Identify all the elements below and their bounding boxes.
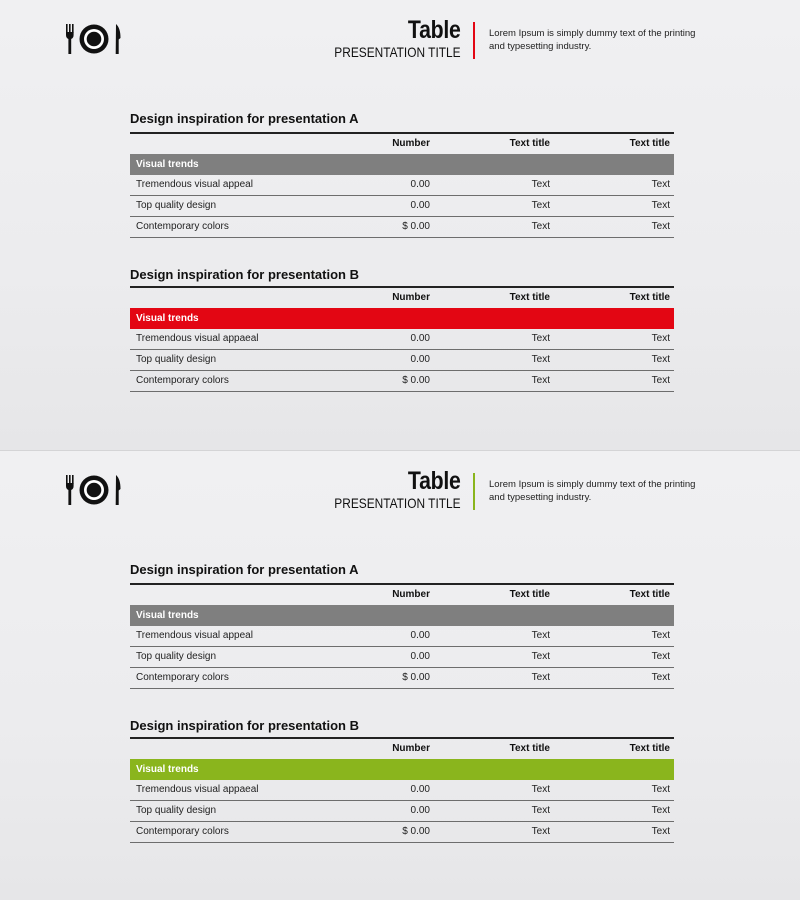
cell-text: Text [651,333,670,344]
slide-description: Lorem Ipsum is simply dummy text of the printing and typesetting industry. [489,28,696,52]
cell-text: Text [531,784,550,795]
cell-text: Text [531,651,550,662]
cell-number: 0.00 [410,354,430,365]
table-b [130,266,674,392]
cell-number: $ 0.00 [402,221,430,232]
row-label: Tremendous visual appeal [136,630,253,641]
column-header: Text title [629,589,670,600]
cell-text: Text [531,221,550,232]
slide-description: Lorem Ipsum is simply dummy text of the printing and typesetting industry. [489,479,696,503]
cell-text: Text [651,630,670,641]
cell-text: Text [531,672,550,683]
cell-text: Text [531,354,550,365]
cell-number: 0.00 [410,179,430,190]
category-band [130,759,674,780]
cell-text: Text [531,630,550,641]
column-header: Text title [509,292,550,303]
table-heading: Design inspiration for presentation A [130,562,359,577]
table-row [130,350,674,371]
cell-number: 0.00 [410,651,430,662]
slide-subtitle: PRESENTATION TITLE [334,495,461,511]
cell-text: Text [651,784,670,795]
accent-divider [473,473,475,510]
band-label: Visual trends [136,610,199,621]
table-row [130,217,674,238]
column-header: Number [392,292,430,303]
cell-text: Text [531,375,550,386]
column-header: Number [392,138,430,149]
row-label: Top quality design [136,805,217,816]
slide-2 [0,450,800,900]
cell-text: Text [651,375,670,386]
column-header: Text title [629,138,670,149]
cell-text: Text [651,221,670,232]
cell-text: Text [531,805,550,816]
cell-text: Text [651,200,670,211]
row-label: Contemporary colors [136,221,229,232]
restaurant-plate-icon [63,20,125,58]
slide-title: Table [408,467,461,495]
column-header-row [130,737,674,759]
cell-number: 0.00 [410,333,430,344]
column-header: Text title [629,743,670,754]
column-header-row [130,132,674,154]
table-row [130,780,674,801]
table-row [130,329,674,350]
column-header-row [130,583,674,605]
band-label: Visual trends [136,159,199,170]
table-b [130,717,674,843]
row-label: Top quality design [136,200,217,211]
accent-divider [473,22,475,59]
category-band [130,154,674,175]
title-block [312,16,461,60]
column-header-row [130,286,674,308]
row-label: Contemporary colors [136,826,229,837]
row-label: Top quality design [136,651,217,662]
table-heading: Design inspiration for presentation B [130,718,359,733]
row-label: Tremendous visual appaeal [136,333,259,344]
cell-text: Text [651,651,670,662]
table-a [130,561,674,689]
column-header: Number [392,589,430,600]
table-row [130,626,674,647]
table-row [130,668,674,689]
cell-text: Text [531,179,550,190]
restaurant-plate-icon [63,471,125,509]
table-a [130,110,674,238]
cell-number: $ 0.00 [402,672,430,683]
row-label: Contemporary colors [136,375,229,386]
cell-text: Text [531,200,550,211]
cell-number: $ 0.00 [402,826,430,837]
cell-number: $ 0.00 [402,375,430,386]
category-band [130,605,674,626]
table-heading: Design inspiration for presentation A [130,111,359,126]
slide-title: Table [408,16,461,44]
table-row [130,822,674,843]
row-label: Top quality design [136,354,217,365]
table-heading: Design inspiration for presentation B [130,267,359,282]
row-label: Tremendous visual appeal [136,179,253,190]
cell-text: Text [651,826,670,837]
category-band [130,308,674,329]
column-header: Number [392,743,430,754]
table-row [130,175,674,196]
row-label: Contemporary colors [136,672,229,683]
cell-number: 0.00 [410,784,430,795]
cell-number: 0.00 [410,630,430,641]
cell-number: 0.00 [410,200,430,211]
band-label: Visual trends [136,313,199,324]
cell-text: Text [651,354,670,365]
cell-number: 0.00 [410,805,430,816]
cell-text: Text [531,826,550,837]
column-header: Text title [509,138,550,149]
band-label: Visual trends [136,764,199,775]
title-block [312,467,461,511]
row-label: Tremendous visual appaeal [136,784,259,795]
table-row [130,801,674,822]
column-header: Text title [509,589,550,600]
cell-text: Text [651,672,670,683]
slide-subtitle: PRESENTATION TITLE [334,44,461,60]
column-header: Text title [629,292,670,303]
table-row [130,371,674,392]
table-row [130,647,674,668]
cell-text: Text [651,805,670,816]
table-row [130,196,674,217]
column-header: Text title [509,743,550,754]
cell-text: Text [531,333,550,344]
cell-text: Text [651,179,670,190]
